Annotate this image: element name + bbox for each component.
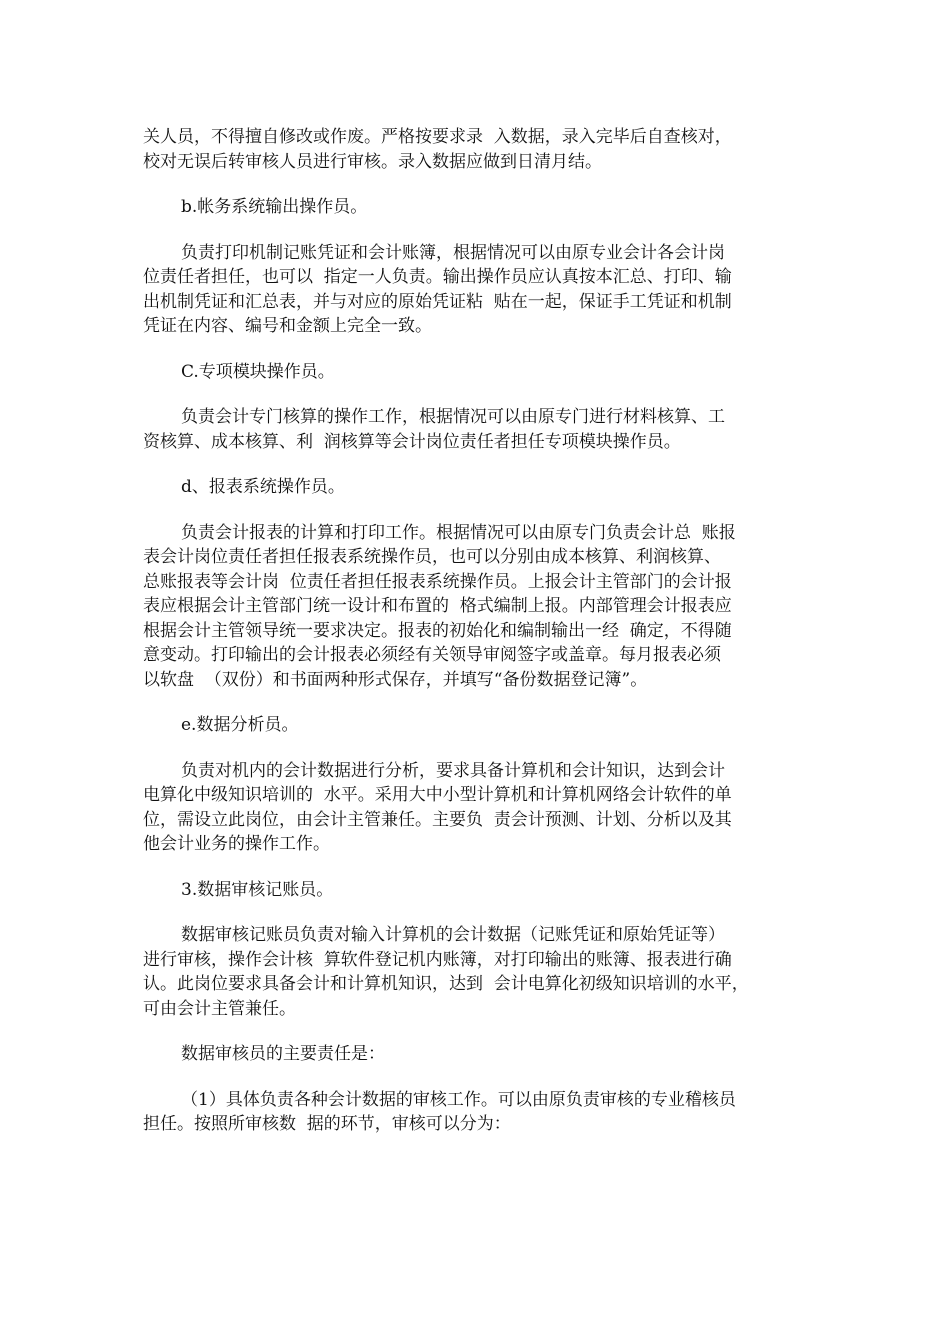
paragraph-audit-clerk — [143, 923, 823, 1021]
text-line: 表会计岗位责任者担任报表系统操作员，也可以分别由成本核算、利润核算、 — [143, 547, 721, 567]
text-line: 以软盘 （双份）和书面两种形式保存，并填写“备份数据登记簿”。 — [143, 669, 648, 690]
text-line: 进行审核，操作会计核 算软件登记机内账簿，对打印输出的账簿、报表进行确 — [143, 949, 732, 970]
text-line: 位，需设立此岗位，由会计主管兼任。主要负 责会计预测、计划、分析以及其 — [143, 809, 732, 830]
section-heading-b — [143, 195, 823, 220]
paragraph-data-analyst — [143, 759, 823, 857]
section-heading-c — [143, 360, 823, 385]
text-line: 资核算、成本核算、利 润核算等会计岗位责任者担任专项模块操作员。 — [143, 431, 681, 452]
paragraph-responsibility-1 — [143, 1088, 823, 1137]
text-line: 负责打印机制记账凭证和会计账簿，根据情况可以由原专业会计各会计岗 — [181, 242, 725, 263]
text-line: 表应根据会计主管部门统一设计和布置的 格式编制上报。内部管理会计报表应 — [143, 596, 732, 616]
text-line: 他会计业务的操作工作。 — [143, 834, 330, 854]
text-line: 关人员，不得擅自修改或作废。严格按要求录 入数据，录入完毕后自查核对， — [143, 127, 732, 147]
document-page — [143, 125, 823, 1158]
text-line: 担任。按照所审核数 据的环节，审核可以分为： — [143, 1114, 511, 1134]
text-line: 出机制凭证和汇总表，并与对应的原始凭证粘 贴在一起，保证手工凭证和机制 — [143, 291, 732, 312]
text-line: 总账报表等会计岗 位责任者担任报表系统操作员。上报会计主管部门的会计报 — [143, 571, 732, 592]
text-line: （1）具体负责各种会计数据的审核工作。可以由原负责审核的专业稽核员 — [181, 1089, 736, 1110]
heading-text: 数据审核员的主要责任是： — [181, 1044, 385, 1064]
paragraph-data-entry-rules — [143, 125, 823, 174]
text-line: 认。此岗位要求具备会计和计算机知识，达到 会计电算化初级知识培训的水平， — [143, 974, 749, 994]
text-line: 可由会计主管兼任。 — [143, 998, 296, 1019]
paragraph-module-operator — [143, 405, 823, 454]
text-line: 负责对机内的会计数据进行分析，要求具备计算机和会计知识，达到会计 — [181, 760, 725, 781]
text-line: 负责会计专门核算的操作工作，根据情况可以由原专门进行材料核算、工 — [181, 407, 725, 427]
section-heading-responsibilities — [143, 1042, 823, 1067]
heading-text: e.数据分析员。 — [181, 715, 299, 735]
text-line: 电算化中级知识培训的 水平。采用大中小型计算机和计算机网络会计软件的单 — [143, 785, 732, 805]
section-heading-e — [143, 713, 823, 738]
section-heading-d — [143, 475, 823, 500]
heading-text: b.帐务系统输出操作员。 — [181, 197, 368, 217]
text-line: 根据会计主管领导统一要求决定。报表的初始化和编制输出一经 确定，不得随 — [143, 620, 732, 641]
heading-text: d、报表系统操作员。 — [181, 477, 345, 497]
paragraph-report-operator — [143, 521, 823, 693]
text-line: 校对无误后转审核人员进行审核。录入数据应做到日清月结。 — [143, 151, 602, 172]
text-line: 位责任者担任，也可以 指定一人负责。输出操作员应认真按本汇总、打印、输 — [143, 267, 732, 287]
text-line: 数据审核记账员负责对输入计算机的会计数据（记账凭证和原始凭证等） — [181, 925, 725, 945]
heading-text: C.专项模块操作员。 — [181, 361, 335, 382]
paragraph-output-operator — [143, 241, 823, 339]
text-line: 负责会计报表的计算和打印工作。根据情况可以由原专门负责会计总 账报 — [181, 522, 736, 543]
text-line: 凭证在内容、编号和金额上完全一致。 — [143, 316, 432, 336]
section-heading-3 — [143, 878, 823, 903]
heading-text: 3.数据审核记账员。 — [181, 879, 334, 900]
text-line: 意变动。打印输出的会计报表必须经有关领导审阅签字或盖章。每月报表必须 — [143, 645, 721, 665]
